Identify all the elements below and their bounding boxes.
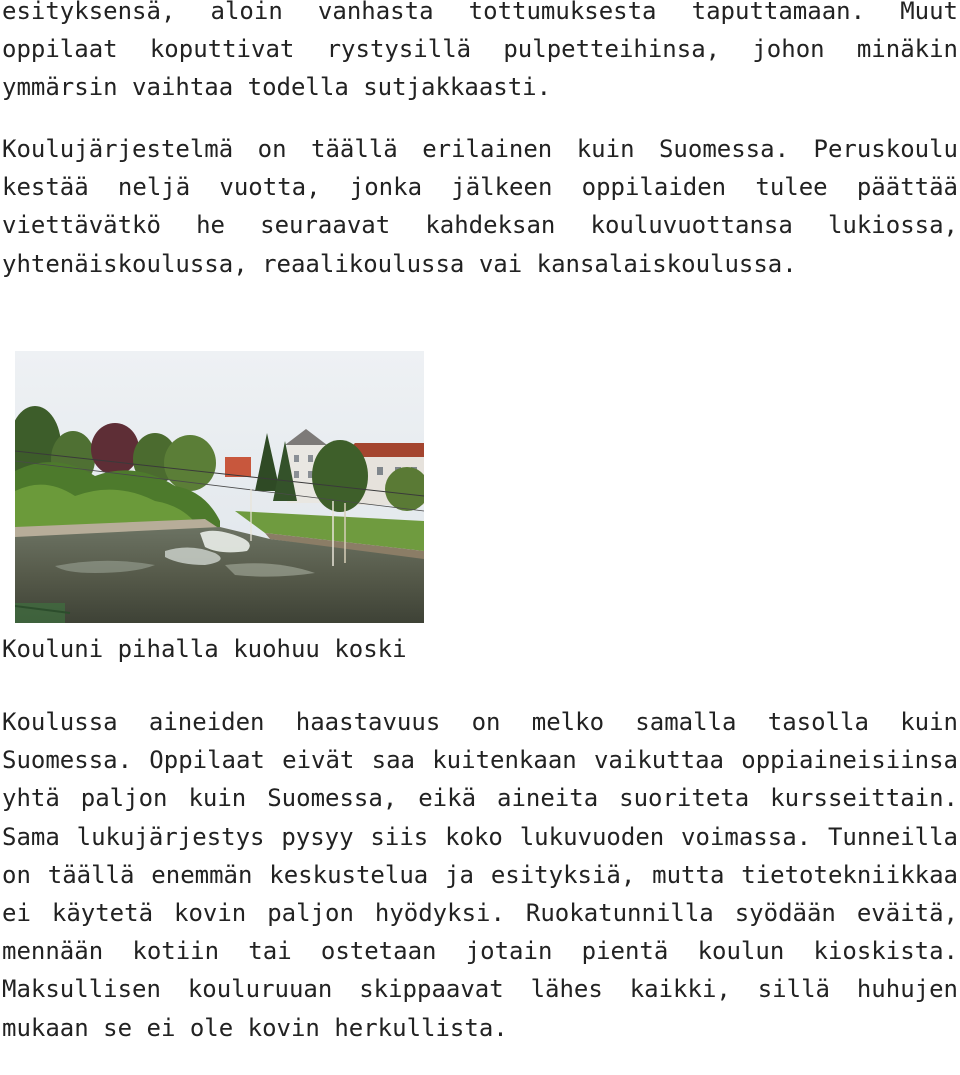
- river-rapids-photo: [15, 351, 424, 623]
- photo-caption: Kouluni pihalla kuohuu koski: [2, 635, 407, 663]
- paragraph-school-system: Koulujärjestelmä on täällä erilainen kuin Suomessa. Peruskoulu kestää neljä vuotta, jonka jälkeen oppilaiden tulee päättää viettävätkö he seuraavat kahdeksan kouluvuottansa lukiossa, yhtenäiskoulussa, reaalikoulussa vai kansalaiskoulussa.: [2, 135, 958, 278]
- paragraph-intro: esityksensä, aloin vanhasta tottumuksesta taputtamaan. Muut oppilaat koputtivat rystysillä pulpetteihinsa, johon minäkin ymmärsin vaihtaa todella sutjakkaasti.: [2, 0, 958, 102]
- paragraph-school-subjects: Koulussa aineiden haastavuus on melko samalla tasolla kuin Suomessa. Oppilaat eivät saa kuitenkaan vaikuttaa oppiaineisiinsa yhtä paljon kuin Suomessa, eikä aineita suoriteta kursseittain. Sama lukujärjestys pysyy siis koko lukuvuoden voimassa. Tunneilla on täällä enemmän keskustelua ja esityksiä, mutta tietotekniikkaa ei käytetä kovin paljon hyödyksi. Ruokatunnilla syödään eväitä, mennään kotiin tai ostetaan jotain pientä koulun kioskista. Maksullisen kouluruuan skippaavat lähes kaikki, sillä huhujen mukaan se ei ole kovin herkullista.: [2, 708, 958, 1042]
- river-rapids-illustration: [15, 351, 424, 623]
